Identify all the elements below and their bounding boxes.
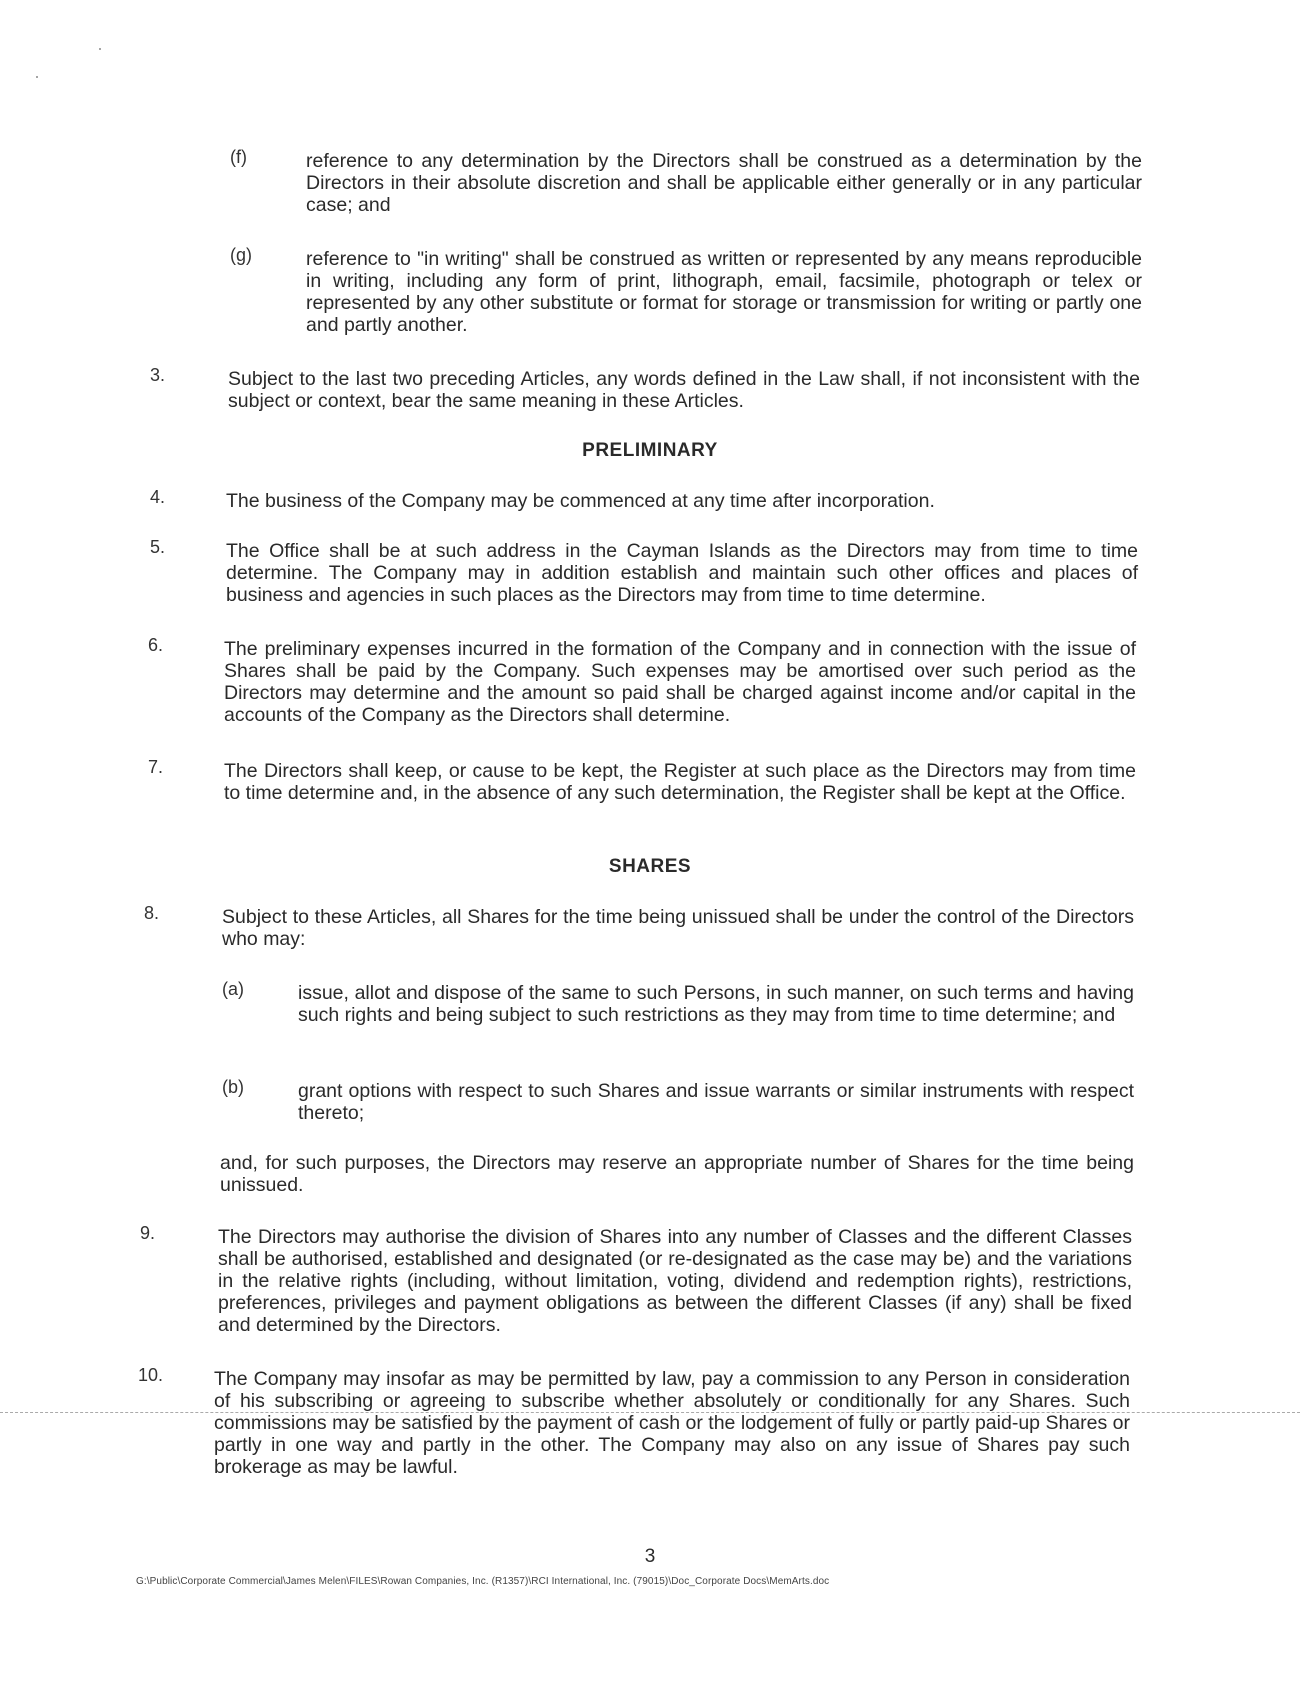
article-text-6: The preliminary expenses incurred in the formation of the Company and in connection with the issue of Shares shall be paid by the Company. Such expenses may be amortised over such period as the Directors may determine and the amount so paid shall be charged against income and/or capital in the accounts of the Company as the Directors shall determine. [224, 638, 1136, 726]
scan-speck [99, 48, 101, 50]
article-number-8: 8. [144, 903, 160, 923]
scan-speck [36, 76, 38, 78]
section-heading-shares: SHARES [608, 856, 692, 877]
subclause-label-g: (g) [230, 245, 252, 265]
footer-file-path: G:\Public\Corporate Commercial\James Melen\FILES\Rowan Companies, Inc. (R1357)\RCI International, Inc. (79015)\Doc_Corporate Docs\MemArts.doc [136, 1576, 830, 1587]
article-text-7: The Directors shall keep, or cause to be kept, the Register at such place as the Directors may from time to time determine and, in the absence of any such determination, the Register shall be kept at the Office. [224, 760, 1136, 804]
article-number-9: 9. [140, 1223, 156, 1243]
article-text-9: The Directors may authorise the division of Shares into any number of Classes and the different Classes shall be authorised, established and designated (or re-designated as the case may be) and the variations in the relative rights (including, without limitation, voting, dividend and redemption rights), restrictions, preferences, privileges and payment obligations as between the different Classes (if any) shall be fixed and determined by the Directors. [218, 1226, 1132, 1336]
article-number-7: 7. [148, 757, 164, 777]
article-text-4: The business of the Company may be commenced at any time after incorporation. [226, 490, 935, 512]
article-number-3: 3. [150, 365, 166, 385]
page-number: 3 [644, 1546, 656, 1567]
article-8-closing: and, for such purposes, the Directors may reserve an appropriate number of Shares for the time being unissued. [220, 1152, 1134, 1196]
subclause-label-b: (b) [222, 1077, 244, 1097]
article-text-8: Subject to these Articles, all Shares for the time being unissued shall be under the control of the Directors who may: [222, 906, 1134, 950]
subclause-text-f: reference to any determination by the Directors shall be construed as a determination by the Directors in their absolute discretion and shall be applicable either generally or in any particular case; and [306, 150, 1142, 216]
article-text-5: The Office shall be at such address in the Cayman Islands as the Directors may from time to time determine. The Company may in addition establish and maintain such other offices and places of business and agencies in such places as the Directors may from time to time determine. [226, 540, 1138, 606]
subclause-label-a: (a) [222, 979, 244, 999]
article-text-10: The Company may insofar as may be permitted by law, pay a commission to any Person in consideration of his subscribing or agreeing to subscribe whether absolutely or conditionally for any Shares. Such commissions may be satisfied by the payment of cash or the lodgement of fully or partly paid-up Shares or partly in one way and partly in the other. The Company may also on any issue of Shares pay such brokerage as may be lawful. [214, 1368, 1130, 1478]
subclause-text-g: reference to "in writing" shall be construed as written or represented by any means reproducible in writing, including any form of print, lithograph, email, facsimile, photograph or telex or represented by any other substitute or format for storage or transmission for writing or partly one and partly another. [306, 248, 1142, 336]
subclause-text-a: issue, allot and dispose of the same to such Persons, in such manner, on such terms and having such rights and being subject to such restrictions as they may from time to time determine; and [298, 982, 1134, 1026]
section-heading-preliminary: PRELIMINARY [582, 440, 718, 461]
article-text-3: Subject to the last two preceding Articles, any words defined in the Law shall, if not inconsistent with the subject or context, bear the same meaning in these Articles. [228, 368, 1140, 412]
article-number-10: 10. [138, 1365, 164, 1385]
article-number-5: 5. [150, 537, 166, 557]
article-number-4: 4. [150, 487, 166, 507]
subclause-text-b: grant options with respect to such Shares and issue warrants or similar instruments with respect thereto; [298, 1080, 1134, 1124]
article-number-6: 6. [148, 635, 164, 655]
scan-artifact-line [0, 1412, 1300, 1413]
subclause-label-f: (f) [230, 147, 247, 167]
